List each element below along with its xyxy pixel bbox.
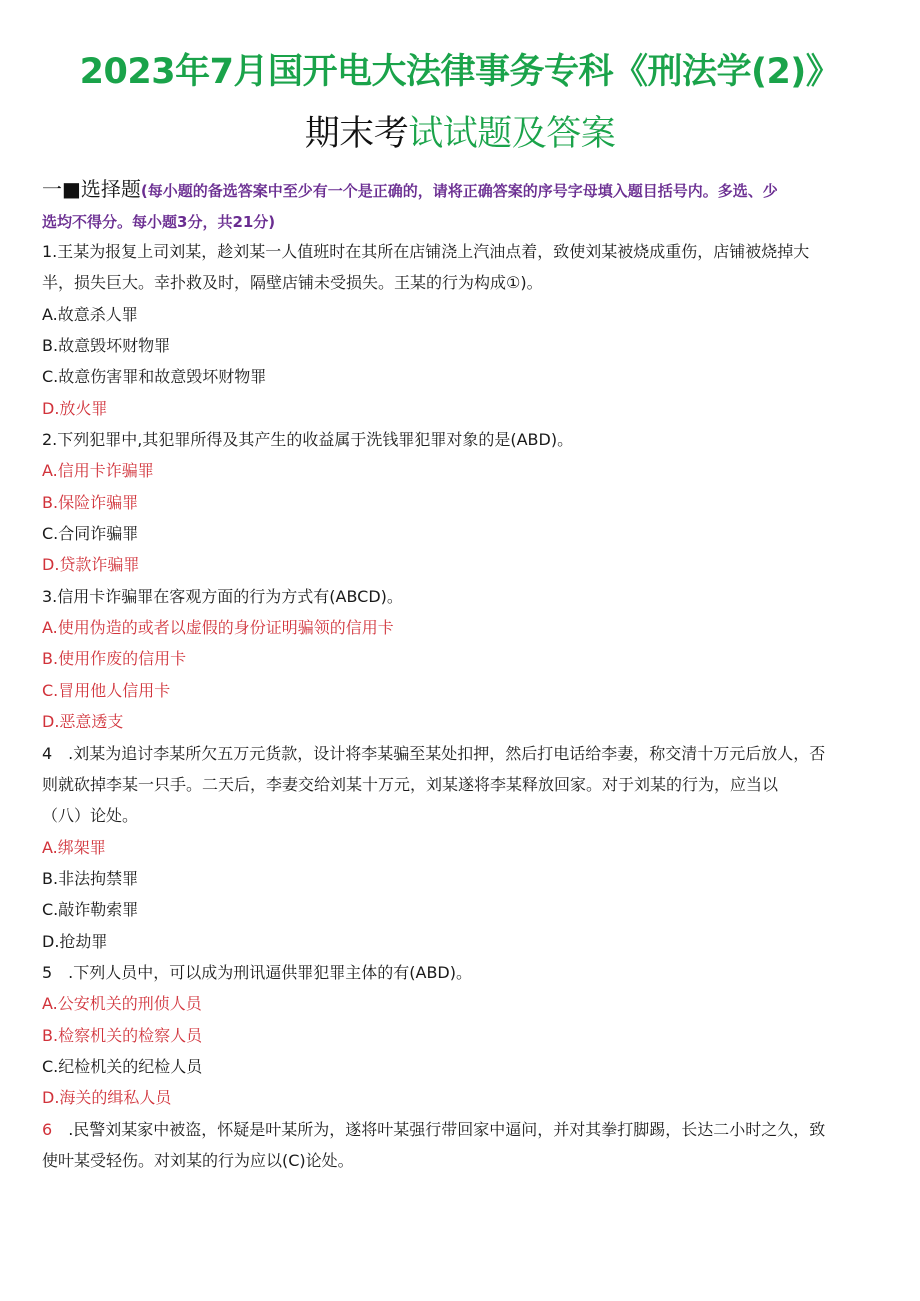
section-heading: 一■选择题 — [42, 177, 141, 201]
document-title-line1 — [0, 48, 920, 96]
q6-stem-1 — [42, 1114, 882, 1145]
q1-option-d: D.放火罪 — [42, 399, 108, 418]
q4-option-b: B.非法拘禁罪 — [42, 869, 139, 888]
q3-option-b: B.使用作废的信用卡 — [42, 649, 187, 668]
q1-stem-2: 半，损失巨大。幸扑救及时，隔壁店铺未受损失。王某的行为构成①)。 — [42, 273, 543, 292]
q4-option-a: A.绑架罪 — [42, 838, 106, 857]
q5-option-d: D.海关的缉私人员 — [42, 1088, 172, 1107]
q4-stem-3: （八）论处。 — [42, 806, 139, 825]
q6-stem-2: 使叶某受轻伤。对刘某的行为应以(C)论处。 — [42, 1151, 354, 1170]
q1-option-b: B.故意毁坏财物罪 — [42, 336, 171, 355]
title-answers: 试试题及答案 — [408, 114, 616, 154]
q4-option-c: C.敲诈勒索罪 — [42, 900, 139, 919]
q4-option-d: D.抢劫罪 — [42, 932, 108, 951]
q3-option-d: D.恶意透支 — [42, 712, 124, 731]
q1-stem-1: 1.王某为报复上司刘某，趁刘某一人值班时在其所在店铺浇上汽油点着，致使刘某被烧成重伤，店铺被烧掉大 — [42, 242, 810, 261]
section-header — [42, 174, 882, 238]
q1-option-a: A.故意杀人罪 — [42, 305, 138, 324]
section-note-2: 选均不得分。每小题3分，共21分) — [42, 213, 276, 231]
title-date: 2023年7月 — [79, 52, 268, 92]
q5-option-b: B.检察机关的检察人员 — [42, 1026, 203, 1045]
q4-stem-1: 4 .刘某为追讨李某所欠五万元货款，设计将李某骗至某处扣押，然后打电话给李妻，称交清十万元后放人，否 — [42, 744, 826, 763]
q2-option-b: B.保险诈骗罪 — [42, 493, 139, 512]
title-course: 《刑法学(2)》 — [612, 52, 841, 92]
q2-option-a: A.信用卡诈骗罪 — [42, 461, 154, 480]
q3-stem: 3.信用卡诈骗罪在客观方面的行为方式有(ABCD)。 — [42, 587, 403, 606]
q2-option-d: D.贷款诈骗罪 — [42, 555, 140, 574]
q2-option-c: C.合同诈骗罪 — [42, 524, 139, 543]
q6-number: 6 — [42, 1120, 53, 1139]
q3-option-c: C.冒用他人信用卡 — [42, 681, 171, 700]
q5-stem: 5 .下列人员中，可以成为刑讯逼供罪犯罪主体的有(ABD)。 — [42, 963, 472, 982]
q1-option-c: C.故意伤害罪和故意毁坏财物罪 — [42, 367, 267, 386]
q6-stem-1-text: .民警刘某家中被盗，怀疑是叶某所为，遂将叶某强行带回家中逼问，并对其拳打脚踢，长达二小时之久，致 — [52, 1120, 826, 1139]
q2-stem: 2.下列犯罪中,其犯罪所得及其产生的收益属于洗钱罪犯罪对象的是(ABD)。 — [42, 430, 574, 449]
section-note-1: (每小题的备选答案中至少有一个是正确的，请将正确答案的序号字母填入题目括号内。多选、少 — [140, 182, 778, 200]
document-title-line2 — [0, 110, 920, 158]
q4-stem-2: 则就砍掉李某一只手。二天后，李妻交给刘某十万元，刘某遂将李某释放回家。对于刘某的行为，应当以 — [42, 775, 779, 794]
title-school: 国开电大法律事务专科 — [267, 52, 613, 92]
q5-option-c: C.纪检机关的纪检人员 — [42, 1057, 203, 1076]
q3-option-a: A.使用伪造的或者以虚假的身份证明骗领的信用卡 — [42, 618, 394, 637]
title-exam: 期末考 — [304, 114, 409, 154]
q5-option-a: A.公安机关的刑侦人员 — [42, 994, 202, 1013]
